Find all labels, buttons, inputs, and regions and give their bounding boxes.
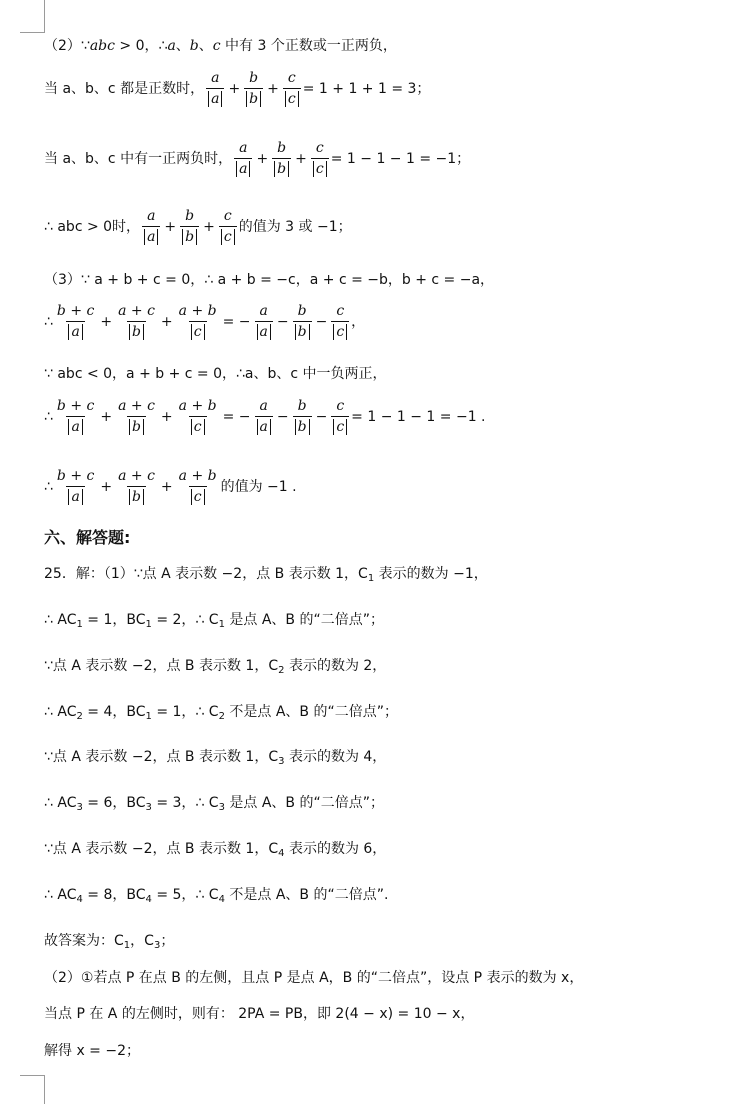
fraction: $\frac{c}{c}$	[331, 398, 349, 436]
crop-mark-top	[44, 0, 45, 33]
fraction: $\frac{a}{a}$	[206, 70, 224, 108]
fraction: $\frac{b + c}{a}$	[56, 398, 95, 435]
fraction: $\frac{a + b}{c}$	[178, 468, 217, 505]
fraction: $\frac{b}{b}$	[180, 208, 199, 246]
fraction: $\frac{a}{a}$	[255, 303, 273, 341]
crop-mark-top-h	[20, 32, 44, 33]
fraction: $\frac{a + c}{b}$	[118, 468, 155, 505]
fraction: $\frac{c}{c}$	[219, 208, 237, 246]
fraction: $\frac{c}{c}$	[283, 70, 301, 108]
q25-c4: ∵点 A 表示数 −2，点 B 表示数 1，$C_4$ 表示的数为 6，	[44, 841, 387, 859]
fraction: $\frac{b}{b}$	[293, 303, 312, 341]
fraction: $\frac{a + c}{b}$	[118, 303, 155, 340]
q25-c2: ∵点 A 表示数 −2，点 B 表示数 1，$C_2$ 表示的数为 2，	[44, 658, 387, 676]
fraction: $\frac{a + b}{c}$	[178, 398, 217, 435]
fraction: $\frac{a}{a}$	[255, 398, 273, 436]
fraction: $\frac{b}{b}$	[272, 140, 291, 178]
crop-mark-bottom	[44, 1075, 45, 1104]
q25-c3: ∵点 A 表示数 −2，点 B 表示数 1，$C_3$ 表示的数为 4，	[44, 749, 387, 767]
fraction: $\frac{b}{b}$	[293, 398, 312, 436]
part3-conclusion: ∴ $\frac{b + c}{a}$ + $\frac{a + c}{b}$ + $\frac{a + b}{c}$ 的值为 −1 .	[44, 468, 297, 505]
part3-sign-analysis: ∵ abc < 0，a + b + c = 0，∴a、b、c 中一负两正，	[44, 366, 387, 382]
fraction: $\frac{a}{a}$	[142, 208, 160, 246]
fraction: $\frac{b}{b}$	[244, 70, 263, 108]
q25-part2-intro: （2）①若点 P 在点 B 的左侧，且点 P 是点 A，B 的“二倍点”，设点 P 表示的数为 x，	[44, 970, 584, 986]
fraction: $\frac{a + b}{c}$	[178, 303, 217, 340]
fraction: $\frac{a + c}{b}$	[118, 398, 155, 435]
fraction: $\frac{c}{c}$	[311, 140, 329, 178]
q25-part2-equation: 当点 P 在 A 的左侧时，则有： 2PA = PB，即 2(4 − x) = 10 − x，	[44, 1006, 475, 1022]
case-all-positive: 当 a、b、c 都是正数时， $\frac{a}{a}$ + $\frac{b}{b}$ + $\frac{c}{c}$ = 1 + 1 + 1 = 3；	[44, 70, 431, 107]
q25-c3-distances: ∴ $AC_3 = 6$，$BC_3 = 3$，∴ $C_3$ 是点 A、B 的“二倍点”；	[44, 795, 384, 813]
solution-part2-intro: （2）∵abc > 0，∴a、b、c 中有 3 个正数或一正两负，	[44, 38, 397, 54]
q25-c1-distances: ∴ $AC_1 = 1$，$BC_1 = 2$，∴ $C_1$ 是点 A、B 的“二倍点”；	[44, 612, 384, 630]
q25-part1-c1: 25．解：（1）∵点 A 表示数 −2，点 B 表示数 1，$C_1$ 表示的数为 −1，	[44, 566, 488, 584]
q25-c2-distances: ∴ $AC_2 = 4$，$BC_1 = 1$，∴ $C_2$ 不是点 A、B 的“二倍点”；	[44, 704, 398, 722]
fraction: $\frac{c}{c}$	[331, 303, 349, 341]
section-heading: 六、解答题:	[44, 528, 131, 547]
fraction: $\frac{a}{a}$	[234, 140, 252, 178]
q25-answer: 故答案为：$C_1$，$C_3$；	[44, 933, 175, 951]
fraction: $\frac{b + c}{a}$	[56, 303, 95, 340]
part3-evaluation: ∴ $\frac{b + c}{a}$ + $\frac{a + c}{b}$ + $\frac{a + b}{c}$ = − $\frac{a}{a}$ − $\frac{b}{b}$ − $\frac{c}{c}$ = 1 − 1 − 1 = −1 .	[44, 398, 486, 435]
fraction: $\frac{b + c}{a}$	[56, 468, 95, 505]
q25-c4-distances: ∴ $AC_4 = 8$，$BC_4 = 5$，∴ $C_4$ 不是点 A、B 的“二倍点”.	[44, 887, 389, 905]
q25-part2-solution: 解得 x = −2；	[44, 1043, 141, 1059]
solution-part3-intro: （3）∵ a + b + c = 0，∴ a + b = −c，a + c = −b，b + c = −a，	[44, 272, 495, 288]
part3-substitution: ∴ $\frac{b + c}{a}$ + $\frac{a + c}{b}$ + $\frac{a + b}{c}$ = − $\frac{a}{a}$ − $\frac{b}{b}$ − $\frac{c}{c}$ ，	[44, 303, 366, 340]
crop-mark-bottom-h	[20, 1075, 44, 1076]
conclusion-part2: ∴ abc > 0时， $\frac{a}{a}$ + $\frac{b}{b}$ + $\frac{c}{c}$ 的值为 3 或 −1；	[44, 208, 352, 245]
case-one-positive-two-negative: 当 a、b、c 中有一正两负时， $\frac{a}{a}$ + $\frac{b}{b}$ + $\frac{c}{c}$ = 1 − 1 − 1 = −1；	[44, 140, 471, 177]
